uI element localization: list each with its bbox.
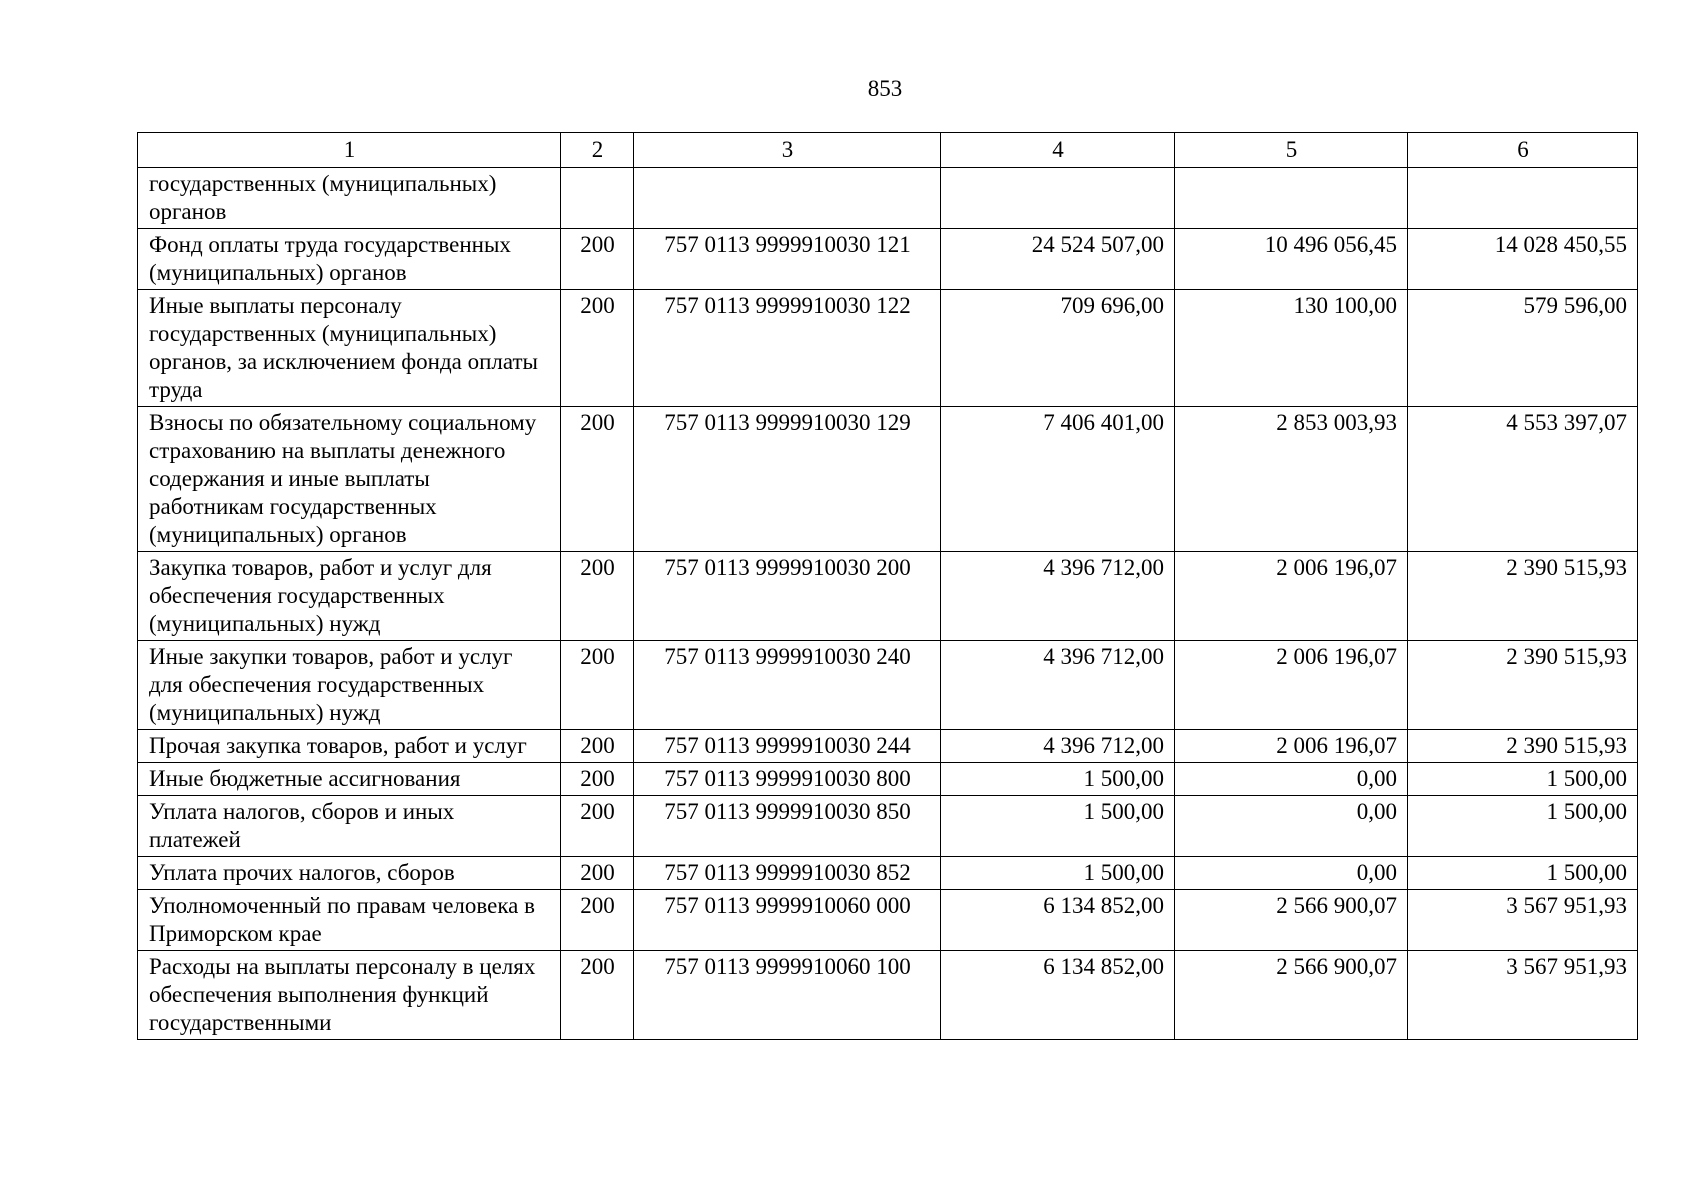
- row-kbk-cell: 757 0113 9999910030 240: [634, 641, 941, 730]
- row-name-cell: Уплата прочих налогов, сборов: [138, 857, 561, 890]
- row-name-cell: Прочая закупка товаров, работ и услуг: [138, 730, 561, 763]
- row-value-col5: 10 496 056,45: [1175, 229, 1408, 290]
- row-value-col6: 1 500,00: [1408, 763, 1638, 796]
- row-value-col4: 4 396 712,00: [941, 730, 1175, 763]
- row-kbk-cell: 757 0113 9999910030 122: [634, 290, 941, 407]
- row-value-col6: 579 596,00: [1408, 290, 1638, 407]
- row-value-col4: 24 524 507,00: [941, 229, 1175, 290]
- table-row: [138, 951, 1638, 1040]
- table-row: [138, 796, 1638, 857]
- row-kbk-cell: 757 0113 9999910030 244: [634, 730, 941, 763]
- row-kbk-cell: 757 0113 9999910030 129: [634, 407, 941, 552]
- row-value-col5: 130 100,00: [1175, 290, 1408, 407]
- row-value-col4: [941, 168, 1175, 229]
- row-value-col4: 1 500,00: [941, 796, 1175, 857]
- row-value-col5: 2 006 196,07: [1175, 552, 1408, 641]
- row-code-cell: 200: [561, 763, 634, 796]
- table-row: [138, 290, 1638, 407]
- row-name-cell: Взносы по обязательному социальному страхованию на выплаты денежного содержания и иные выплаты работникам государственных (муниципальных) органов: [138, 407, 561, 552]
- row-code-cell: 200: [561, 229, 634, 290]
- row-value-col5: 0,00: [1175, 796, 1408, 857]
- row-code-cell: [561, 168, 634, 229]
- page-number: 853: [867, 76, 903, 101]
- row-value-col6: 14 028 450,55: [1408, 229, 1638, 290]
- row-value-col5: 2 006 196,07: [1175, 730, 1408, 763]
- row-value-col4: 4 396 712,00: [941, 641, 1175, 730]
- table-body: [138, 168, 1638, 1040]
- row-name-cell: Иные закупки товаров, работ и услуг для обеспечения государственных (муниципальных) нужд: [138, 641, 561, 730]
- row-code-cell: 200: [561, 407, 634, 552]
- row-value-col5: [1175, 168, 1408, 229]
- row-name-cell: Иные бюджетные ассигнования: [138, 763, 561, 796]
- column-header-4: 4: [941, 133, 1175, 168]
- column-header-5: 5: [1175, 133, 1408, 168]
- row-value-col5: 0,00: [1175, 763, 1408, 796]
- row-value-col4: 6 134 852,00: [941, 890, 1175, 951]
- row-kbk-cell: 757 0113 9999910060 000: [634, 890, 941, 951]
- row-value-col5: 2 566 900,07: [1175, 890, 1408, 951]
- row-name-cell: Закупка товаров, работ и услуг для обеспечения государственных (муниципальных) нужд: [138, 552, 561, 641]
- row-value-col5: 2 006 196,07: [1175, 641, 1408, 730]
- table-row: [138, 168, 1638, 229]
- row-value-col5: 2 566 900,07: [1175, 951, 1408, 1040]
- table-row: [138, 763, 1638, 796]
- row-value-col4: 1 500,00: [941, 857, 1175, 890]
- row-value-col6: 3 567 951,93: [1408, 890, 1638, 951]
- row-name-cell: Фонд оплаты труда государственных (муниципальных) органов: [138, 229, 561, 290]
- row-kbk-cell: [634, 168, 941, 229]
- header-row: [138, 133, 1638, 168]
- row-value-col5: 0,00: [1175, 857, 1408, 890]
- row-value-col6: 2 390 515,93: [1408, 552, 1638, 641]
- column-header-2: 2: [561, 133, 634, 168]
- row-value-col6: 3 567 951,93: [1408, 951, 1638, 1040]
- row-name-cell: Расходы на выплаты персоналу в целях обеспечения выполнения функций государственными: [138, 951, 561, 1040]
- row-value-col4: 7 406 401,00: [941, 407, 1175, 552]
- budget-table: [137, 132, 1638, 1040]
- table-row: [138, 552, 1638, 641]
- column-header-6: 6: [1408, 133, 1638, 168]
- column-header-3: 3: [634, 133, 941, 168]
- column-header-1: 1: [138, 133, 561, 168]
- row-code-cell: 200: [561, 730, 634, 763]
- row-value-col6: 4 553 397,07: [1408, 407, 1638, 552]
- row-kbk-cell: 757 0113 9999910030 200: [634, 552, 941, 641]
- row-kbk-cell: 757 0113 9999910030 121: [634, 229, 941, 290]
- table-row: [138, 641, 1638, 730]
- row-code-cell: 200: [561, 552, 634, 641]
- row-code-cell: 200: [561, 951, 634, 1040]
- row-name-cell: Уполномоченный по правам человека в Приморском крае: [138, 890, 561, 951]
- row-kbk-cell: 757 0113 9999910060 100: [634, 951, 941, 1040]
- row-value-col4: 4 396 712,00: [941, 552, 1175, 641]
- row-kbk-cell: 757 0113 9999910030 850: [634, 796, 941, 857]
- table-row: [138, 407, 1638, 552]
- row-value-col6: [1408, 168, 1638, 229]
- table-row: [138, 857, 1638, 890]
- row-name-cell: государственных (муниципальных) органов: [138, 168, 561, 229]
- row-code-cell: 200: [561, 796, 634, 857]
- row-name-cell: Уплата налогов, сборов и иных платежей: [138, 796, 561, 857]
- row-kbk-cell: 757 0113 9999910030 800: [634, 763, 941, 796]
- table-row: [138, 229, 1638, 290]
- row-value-col4: 1 500,00: [941, 763, 1175, 796]
- row-code-cell: 200: [561, 290, 634, 407]
- row-code-cell: 200: [561, 857, 634, 890]
- table-row: [138, 730, 1638, 763]
- table-row: [138, 890, 1638, 951]
- row-value-col6: 2 390 515,93: [1408, 641, 1638, 730]
- row-value-col4: 6 134 852,00: [941, 951, 1175, 1040]
- row-name-cell: Иные выплаты персоналу государственных (муниципальных) органов, за исключением фонда оплаты труда: [138, 290, 561, 407]
- row-value-col6: 1 500,00: [1408, 796, 1638, 857]
- row-value-col6: 1 500,00: [1408, 857, 1638, 890]
- row-value-col5: 2 853 003,93: [1175, 407, 1408, 552]
- row-code-cell: 200: [561, 890, 634, 951]
- table-header: [138, 133, 1638, 168]
- row-kbk-cell: 757 0113 9999910030 852: [634, 857, 941, 890]
- row-value-col6: 2 390 515,93: [1408, 730, 1638, 763]
- row-value-col4: 709 696,00: [941, 290, 1175, 407]
- row-code-cell: 200: [561, 641, 634, 730]
